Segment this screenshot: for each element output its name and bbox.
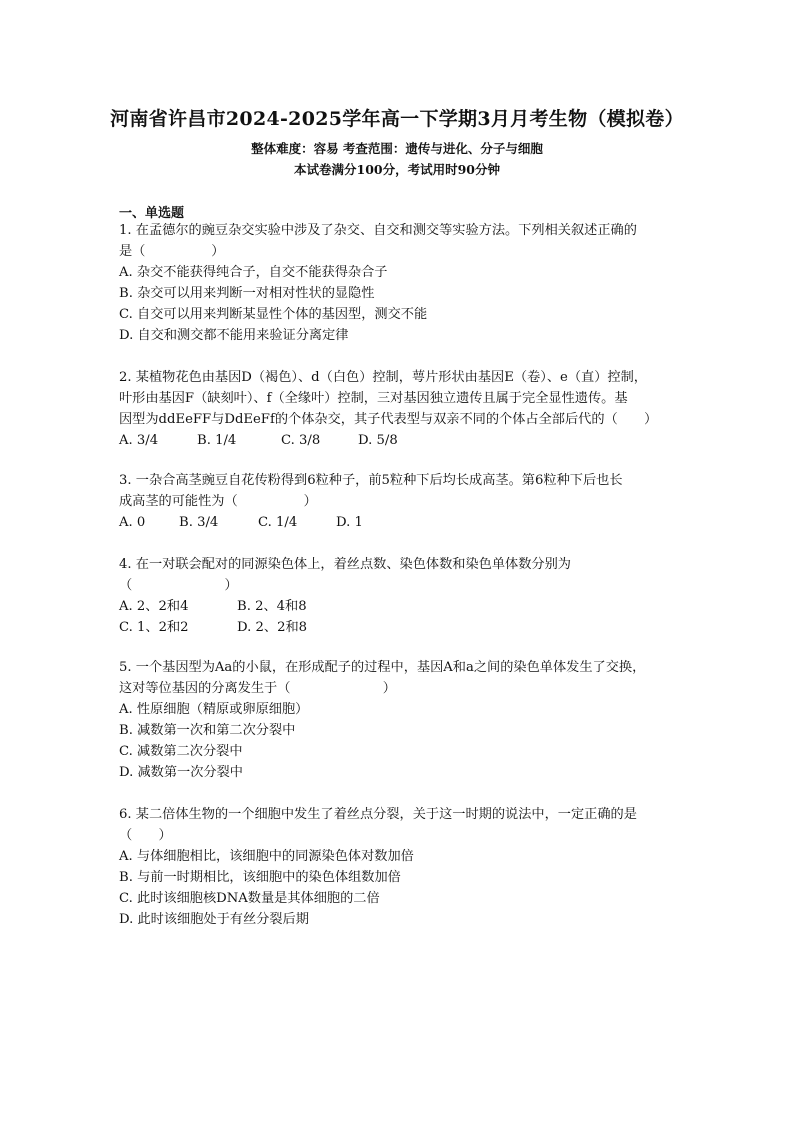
question-5-stem-line-2: 这对等位基因的分离发生于（ ） <box>119 681 396 696</box>
question-4-option-c: C. 1、2和2 <box>119 620 189 635</box>
question-2-stem-line-3: 因型为ddEeFF与DdEeFf的个体杂交，其子代表型与双亲不同的个体占全部后代的（ ） <box>119 412 658 427</box>
question-1-option-a: A. 杂交不能获得纯合子，自交不能获得杂合子 <box>119 265 388 280</box>
question-3-option-b: B. 3/4 <box>179 515 219 530</box>
question-5-option-d: D. 减数第一次分裂中 <box>119 765 243 780</box>
score-line: 本试卷满分100分，考试用时90分钟 <box>294 162 500 177</box>
question-2-stem-line-1: 2. 某植物花色由基因D（褐色）、d（白色）控制，萼片形状由基因E（卷）、e（直）控制， <box>119 370 647 385</box>
question-4-option-a: A. 2、2和4 <box>119 599 189 614</box>
question-2-option-b: B. 1/4 <box>197 433 237 448</box>
question-1-option-b: B. 杂交可以用来判断一对相对性状的显隐性 <box>119 286 375 301</box>
question-3-stem-line-2: 成高茎的可能性为（ ） <box>119 494 317 509</box>
exam-title: 河南省许昌市2024-2025学年高一下学期3月月考生物（模拟卷） <box>110 108 684 130</box>
question-6-option-a: A. 与体细胞相比，该细胞中的同源染色体对数加倍 <box>119 849 414 864</box>
question-6-stem-line-1: 6. 某二倍体生物的一个细胞中发生了着丝点分裂，关于这一时期的说法中，一定正确的是 <box>119 807 637 822</box>
question-4-options-row-1 <box>119 597 307 617</box>
question-3-option-c: C. 1/4 <box>258 515 298 530</box>
question-5-option-c: C. 减数第二次分裂中 <box>119 744 243 759</box>
question-6-option-b: B. 与前一时期相比，该细胞中的染色体组数加倍 <box>119 870 401 885</box>
question-6-stem-line-2: （ ） <box>119 828 172 843</box>
question-2-option-c: C. 3/8 <box>281 433 321 448</box>
question-4-option-d: D. 2、2和8 <box>237 620 308 635</box>
question-1-stem-line-2: 是（ ） <box>119 244 225 259</box>
question-2-option-a: A. 3/4 <box>119 433 159 448</box>
section-title: 一、单选题 <box>119 206 185 221</box>
question-2-stem-line-2: 叶形由基因F（缺刻叶）、f（全缘叶）控制，三对基因独立遗传且属于完全显性遗传。基 <box>119 391 628 406</box>
question-5-option-b: B. 减数第一次和第二次分裂中 <box>119 723 296 738</box>
question-1-option-d: D. 自交和测交都不能用来验证分离定律 <box>119 328 349 343</box>
question-4-options-row-2 <box>119 618 307 638</box>
question-2-option-d: D. 5/8 <box>358 433 398 448</box>
question-2-options <box>119 431 398 451</box>
question-3-option-a: A. 0 <box>119 515 146 530</box>
question-6-option-d: D. 此时该细胞处于有丝分裂后期 <box>119 912 309 927</box>
question-4-option-b: B. 2、4和8 <box>237 599 307 614</box>
question-6-option-c: C. 此时该细胞核DNA数量是其体细胞的二倍 <box>119 891 380 906</box>
question-5-option-a: A. 性原细胞（精原或卵原细胞） <box>119 702 309 717</box>
question-1-option-c: C. 自交可以用来判断某显性个体的基因型，测交不能 <box>119 307 428 322</box>
question-3-options <box>119 513 363 533</box>
question-3-option-d: D. 1 <box>336 515 363 530</box>
difficulty-line: 整体难度：容易 考查范围：遗传与进化、分子与细胞 <box>251 141 543 156</box>
question-4-stem-line-1: 4. 在一对联会配对的同源染色体上，着丝点数、染色体数和染色单体数分别为 <box>119 557 571 572</box>
question-5-stem-line-1: 5. 一个基因型为Aa的小鼠，在形成配子的过程中，基因A和a之间的染色单体发生了交换， <box>119 660 646 675</box>
question-4-stem-line-2: （ ） <box>119 578 238 593</box>
question-3-stem-line-1: 3. 一杂合高茎豌豆自花传粉得到6粒种子，前5粒种下后均长成高茎。第6粒种下后也长 <box>119 473 623 488</box>
question-1-stem-line-1: 1. 在孟德尔的豌豆杂交实验中涉及了杂交、自交和测交等实验方法。下列相关叙述正确的 <box>119 223 637 238</box>
